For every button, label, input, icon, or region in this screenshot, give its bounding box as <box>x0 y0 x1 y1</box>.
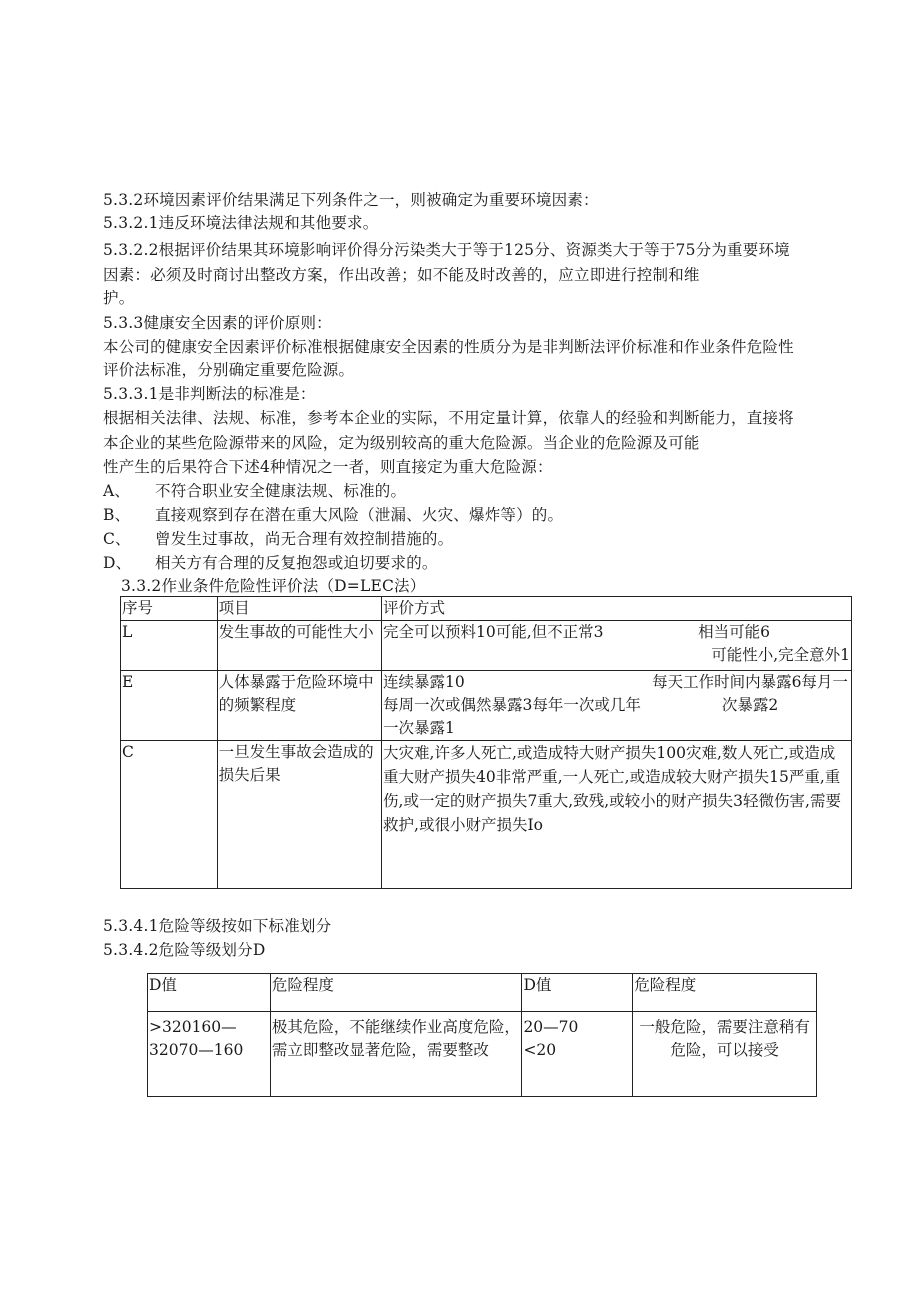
row-method: 大灾难,许多人死亡,或造成特大财产损失100灾难,数人死亡,或造成重大财产损失40非常严重,一人死亡,或造成较大财产损失15严重,重伤,或一定的财产损失7重大,致残,或较小的财产损失3轻微伤害,需要救护,或很小财产损失Io <box>382 741 852 889</box>
row-code: L <box>121 621 218 671</box>
condition-text: 相关方有合理的反复抱怨或迫切要求的。 <box>155 554 438 572</box>
header-cell: 序号 <box>121 597 218 621</box>
paragraph-criteria-line2: 本企业的某些危险源带来的风险，定为级别较高的重大危险源。当企业的危险源及可能 <box>103 434 700 452</box>
header-cell: 项目 <box>217 597 381 621</box>
row-code: C <box>121 741 218 889</box>
paragraph-5-3-3: 5.3.3健康安全因素的评价原则： <box>103 314 332 332</box>
method-text: 可能性小,完全意外1 <box>711 646 850 664</box>
method-text: 完全可以预料10可能,但不正常3 <box>383 623 604 641</box>
header-cell: D值 <box>148 974 271 1012</box>
paragraph-criteria-line3: 性产生的后果符合下述4种情况之一者，则直接定为重大危险源： <box>103 458 553 476</box>
table-header-row <box>121 597 852 621</box>
condition-tag: C、 <box>103 530 131 548</box>
grade-table <box>147 973 817 1097</box>
method-text: 连续暴露10 <box>383 673 465 691</box>
condition-tag: B、 <box>103 506 131 524</box>
d-value-text: <20 <box>523 1041 557 1059</box>
paragraph-5-3-2-2-line2: 因素：必须及时商讨出整改方案，作出改善；如不能及时改善的，应立即进行控制和维 <box>103 266 700 284</box>
condition-tag: A、 <box>103 482 131 500</box>
table-row <box>121 621 852 671</box>
header-cell: 危险程度 <box>270 974 522 1012</box>
row-item: 人体暴露于危险环境中的频繁程度 <box>217 671 381 741</box>
danger-level-cell: 一般危险，需要注意稍有危险，可以接受 <box>633 1012 817 1097</box>
lec-table <box>120 596 852 889</box>
header-cell: 评价方式 <box>382 597 852 621</box>
method-text: 每天工作时间内暴露6每月一次暴露2 <box>652 673 848 714</box>
table-row <box>121 671 852 741</box>
condition-item <box>103 504 563 526</box>
table-header-row <box>148 974 817 1012</box>
condition-item <box>103 528 453 550</box>
paragraph-5-3-2-2-line1: 5.3.2.2根据评价结果其环境影响评价得分污染类大于等于125分、资源类大于等于75分为重要环境 <box>103 241 790 259</box>
condition-item <box>103 552 438 574</box>
paragraph-5-3-2: 5.3.2环境因素评价结果满足下列条件之一，则被确定为重要环境因素： <box>103 191 599 209</box>
row-method <box>382 621 852 671</box>
method-text: 相当可能6 <box>698 623 770 641</box>
table-row <box>148 1012 817 1097</box>
table-row <box>121 741 852 889</box>
paragraph-5-3-3-1: 5.3.3.1是非判断法的标准是： <box>103 385 316 403</box>
lec-caption: 3.3.2作业条件危险性评价法（D=LEC法） <box>121 577 426 595</box>
condition-text: 直接观察到存在潜在重大风险（泄漏、火灾、爆炸等）的。 <box>155 506 564 524</box>
row-item: 一旦发生事故会造成的损失后果 <box>217 741 381 889</box>
d-value-text: 20—70 <box>523 1018 579 1036</box>
paragraph-5-3-2-2-line3: 护。 <box>103 289 135 307</box>
paragraph-health-safety-line2: 评价法标准，分别确定重要危险源。 <box>103 361 355 379</box>
row-method <box>382 671 852 741</box>
condition-item <box>103 480 406 502</box>
paragraph-5-3-4-1: 5.3.4.1危险等级按如下标准划分 <box>103 917 332 935</box>
row-item: 发生事故的可能性大小 <box>217 621 381 671</box>
paragraph-criteria-line1: 根据相关法律、法规、标准，参考本企业的实际，不用定量计算，依靠人的经验和判断能力，直接将 <box>103 409 794 427</box>
d-value-cell <box>522 1012 633 1097</box>
condition-text: 不符合职业安全健康法规、标准的。 <box>155 482 407 500</box>
header-cell: 危险程度 <box>633 974 817 1012</box>
d-value-cell: >320160—32070—160 <box>148 1012 271 1097</box>
method-text: 每周一次或偶然暴露3每年一次或几年一次暴露1 <box>383 696 641 737</box>
paragraph-5-3-4-2: 5.3.4.2危险等级划分D <box>103 941 266 959</box>
condition-tag: D、 <box>103 554 132 572</box>
condition-text: 曾发生过事故，尚无合理有效控制措施的。 <box>155 530 454 548</box>
header-cell: D值 <box>522 974 633 1012</box>
paragraph-5-3-2-1: 5.3.2.1违反环境法律法规和其他要求。 <box>103 214 379 232</box>
row-code: E <box>121 671 218 741</box>
danger-level-cell: 极其危险，不能继续作业高度危险，需立即整改显著危险，需要整改 <box>270 1012 522 1097</box>
paragraph-health-safety-line1: 本公司的健康安全因素评价标准根据健康安全因素的性质分为是非判断法评价标准和作业条件危险性 <box>103 338 794 356</box>
